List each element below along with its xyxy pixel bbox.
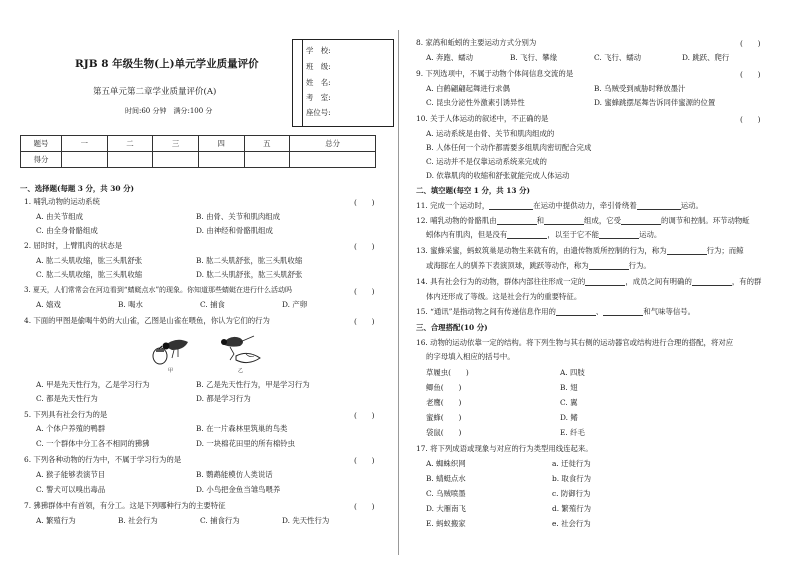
q12-text-4: 的调节和控制。环节动物蚯 xyxy=(661,216,750,225)
q14-blank-1[interactable] xyxy=(585,277,625,286)
q16-right-item: D. 鳍 xyxy=(560,413,578,422)
q1-option-b: B. 由骨、关节和肌肉组成 xyxy=(196,212,281,221)
section1-heading: 一、选择题(每题 3 分，共 30 分) xyxy=(20,184,135,193)
q3-option-d: D. 产卵 xyxy=(282,300,308,309)
q6-answer-paren[interactable]: ( ) xyxy=(354,456,375,465)
q13-blank-1[interactable] xyxy=(667,246,707,255)
q15-text-3: 和气味等信号。 xyxy=(643,307,696,316)
score-cell: 得分 xyxy=(21,152,62,168)
q13-text-3: 或海豚在人的驯养下表演顶球，跳跃等动作，称为 xyxy=(426,261,589,270)
q12-blank-2[interactable] xyxy=(544,216,584,225)
q6-option-a: A. 猴子能够表演节目 xyxy=(36,470,106,479)
score-input-cell[interactable] xyxy=(107,152,153,168)
q6-option-c: C. 警犬可以嗅出毒品 xyxy=(36,485,106,494)
q15-text-2: 、 xyxy=(595,307,604,316)
q6-stem: 6. 下列各种动物的行为中，不属于学习行为的是 xyxy=(24,455,182,464)
info-box-side-strip xyxy=(293,40,303,126)
q13-line-1 xyxy=(416,246,744,255)
section2-heading: 二、填空题(每空 1 分，共 13 分) xyxy=(416,186,531,195)
q7-option-c: C. 捕食行为 xyxy=(200,516,240,525)
q11-text-1: 11. 完成一个运动时， xyxy=(416,201,490,210)
q9-option-a: A. 白鹤翩翩起舞进行求偶 xyxy=(426,84,510,93)
score-table xyxy=(20,135,376,168)
q13-text-4: 行为。 xyxy=(628,261,651,270)
q12-line-2 xyxy=(426,230,661,239)
info-school: 学 校: xyxy=(306,46,331,55)
q1-option-c: C. 由全身骨骼组成 xyxy=(36,226,98,235)
q13-text-1: 13. 蜜蜂采蜜，蚂蚁筑巢是动物生来就有的，由遗传物质所控制的行为，称为 xyxy=(416,246,667,255)
q11-blank-1[interactable] xyxy=(489,201,533,210)
q13-blank-2[interactable] xyxy=(589,261,629,270)
q11-text-3: 运动。 xyxy=(680,201,703,210)
q2-stem: 2. 屈时时，上臂肌肉的状态是 xyxy=(24,241,123,250)
info-room: 考 室: xyxy=(306,93,331,102)
q12-text-3: 组成，它受 xyxy=(584,216,621,225)
q8-option-d: D. 跳跃、爬行 xyxy=(682,53,730,62)
q12-blank-5[interactable] xyxy=(599,230,639,239)
q8-option-b: B. 飞行、攀缘 xyxy=(510,53,558,62)
score-cell: 三 xyxy=(153,136,199,152)
score-input-cell[interactable] xyxy=(198,152,244,168)
q16-left-item[interactable]: 蜜蜂( ) xyxy=(426,413,462,422)
score-input-cell[interactable] xyxy=(290,152,376,168)
q5-option-b: B. 在一片森林里筑巢的鸟类 xyxy=(196,424,288,433)
q14-text-3: ，有的群 xyxy=(731,277,762,286)
q2-answer-paren[interactable]: ( ) xyxy=(354,242,375,251)
q6-option-d: D. 小鸟把金鱼当雏鸟喂养 xyxy=(196,485,281,494)
q3-option-c: C. 捕食 xyxy=(200,300,225,309)
q16-left-item[interactable]: 老鹰( ) xyxy=(426,398,462,407)
q16-left-item[interactable]: 袋鼠( ) xyxy=(426,428,462,437)
q15-blank-1[interactable] xyxy=(556,307,596,316)
q16-right-item: B. 翅 xyxy=(560,383,578,392)
q4-option-c: C. 都是先天性行为 xyxy=(36,394,98,403)
q7-option-a: A. 繁殖行为 xyxy=(36,516,76,525)
q9-stem: 9. 下列选项中，不属于动物个体间信息交流的是 xyxy=(416,69,574,78)
q8-answer-paren[interactable]: ( ) xyxy=(740,39,761,48)
info-name: 姓 名: xyxy=(306,78,331,87)
q1-option-a: A. 由关节组成 xyxy=(36,212,83,221)
q17-stem: 17. 将下列成语或现象与对应的行为类型用线连起来。 xyxy=(416,444,593,453)
q16-right-item: E. 纤毛 xyxy=(560,428,585,437)
q13-line-2 xyxy=(426,261,651,270)
q5-option-a: A. 个体户养殖的鸭群 xyxy=(36,424,106,433)
q6-option-b: B. 鹦鹉能模仿人类说话 xyxy=(196,470,273,479)
q5-option-c: C. 一个群体中分工各不相同的狒狒 xyxy=(36,439,150,448)
q17-right-item[interactable]: d. 繁殖行为 xyxy=(552,504,591,513)
q9-option-b: B. 乌贼受到威胁时释放墨汁 xyxy=(594,84,686,93)
score-cell: 一 xyxy=(62,136,108,152)
q17-left-item[interactable]: A. 蜘蛛织网 xyxy=(426,459,466,468)
q4-option-b: B. 乙是先天性行为，甲是学习行为 xyxy=(196,380,310,389)
info-class: 班 级: xyxy=(306,62,331,71)
q5-answer-paren[interactable]: ( ) xyxy=(354,411,375,420)
score-cell: 题号 xyxy=(21,136,62,152)
q8-option-a: A. 奔跑、蠕动 xyxy=(426,53,473,62)
q12-line-1 xyxy=(416,216,750,225)
q4-answer-paren[interactable]: ( ) xyxy=(354,317,375,326)
q12-blank-3[interactable] xyxy=(621,216,661,225)
q17-left-item[interactable]: E. 蚂蚁搬家 xyxy=(426,519,466,528)
q3-stem: 3. 夏天，人们常常会在河边看到“蜻蜓点水”的现象。你知道那些蜻蜓在进行什么活动吗 xyxy=(24,286,293,294)
q12-text-6: ，以至于它不能 xyxy=(547,230,600,239)
q14-line-2: 体内还形成了等级。这是社会行为的重要特征。 xyxy=(426,292,582,301)
q16-left-item[interactable]: 鲫鱼( ) xyxy=(426,383,462,392)
q16-right-item: A. 四肢 xyxy=(560,368,585,377)
q10-option-c: C. 运动并不是仅靠运动系统来完成的 xyxy=(426,157,547,166)
column-divider xyxy=(398,30,399,555)
q7-stem: 7. 狒狒群体中有首领，有分工。这是下列哪种行为的主要特征 xyxy=(24,501,226,510)
q17-right-item[interactable]: e. 社会行为 xyxy=(552,519,591,528)
score-input-cell[interactable] xyxy=(62,152,108,168)
q14-blank-2[interactable] xyxy=(692,277,732,286)
score-cell: 总分 xyxy=(290,136,376,152)
score-cell: 四 xyxy=(198,136,244,152)
q2-option-a: A. 肱二头肌收缩，肱三头肌舒张 xyxy=(36,256,143,265)
q12-text-2: 和 xyxy=(536,216,545,225)
q7-answer-paren[interactable]: ( ) xyxy=(354,502,375,511)
bird-feeding-fish-image xyxy=(216,330,264,368)
score-table-header-row xyxy=(21,136,376,152)
q17-left-item[interactable]: D. 大雁南飞 xyxy=(426,504,466,513)
q8-option-c: C. 飞行、蠕动 xyxy=(594,53,642,62)
q17-left-item[interactable]: B. 蜻蜓点水 xyxy=(426,474,466,483)
score-input-cell[interactable] xyxy=(153,152,199,168)
q10-answer-paren[interactable]: ( ) xyxy=(740,115,761,124)
q11-blank-2[interactable] xyxy=(637,201,681,210)
q2-option-b: B. 肱二头肌舒张，肱三头肌收缩 xyxy=(196,256,303,265)
q1-answer-paren[interactable]: ( ) xyxy=(354,198,375,207)
q8-stem: 8. 家鸽和蚯蚓的主要运动方式分别为 xyxy=(416,38,537,47)
q9-answer-paren[interactable]: ( ) xyxy=(740,70,761,79)
q12-text-1: 12. 哺乳动物的骨骼肌由 xyxy=(416,216,497,225)
q1-stem: 1. 哺乳动物的运动系统 xyxy=(24,197,100,206)
q10-option-d: D. 依靠肌肉的收缩和舒张就能完成人体运动 xyxy=(426,171,570,180)
exam-title: RJB 8 年级生物(上)单元学业质量评价 xyxy=(75,58,259,70)
q2-option-c: C. 肱二头肌收缩，肱三头肌收缩 xyxy=(36,270,143,279)
q17-right-item[interactable]: b. 取食行为 xyxy=(552,474,591,483)
q17-left-item[interactable]: C. 乌贼喷墨 xyxy=(426,489,466,498)
image-label-yi: 乙 xyxy=(238,368,244,374)
q11-text-2: 在运动中提供动力，牵引骨绕着 xyxy=(533,201,637,210)
q1-option-d: D. 由神经和骨骼肌组成 xyxy=(196,226,273,235)
q16-left-item[interactable]: 草履虫( ) xyxy=(426,368,469,377)
q17-right-item[interactable]: a. 迁徙行为 xyxy=(552,459,591,468)
q10-option-b: B. 人体任何一个动作都需要多组肌肉密切配合完成 xyxy=(426,143,592,152)
q14-text-1: 14. 具有社会行为的动物，群体内部往往形成一定的 xyxy=(416,277,586,286)
q13-text-2: 行为；而鲸 xyxy=(706,246,744,255)
bird-drinking-milk-image xyxy=(150,332,194,366)
q2-option-d: D. 肱二头肌舒张，肱三头肌舒张 xyxy=(196,270,303,279)
q15-line xyxy=(416,307,695,316)
score-cell: 二 xyxy=(107,136,153,152)
q16-stem-2: 的字母填入相应的括号中。 xyxy=(426,352,515,361)
q14-line-1 xyxy=(416,277,761,286)
q3-option-b: B. 喝水 xyxy=(118,300,143,309)
q12-blank-4[interactable] xyxy=(507,230,547,239)
section3-heading: 三、合理搭配(10 分) xyxy=(416,323,488,332)
q16-right-item: C. 翼 xyxy=(560,398,578,407)
q5-stem: 5. 下列具有社会行为的是 xyxy=(24,410,108,419)
q11-line xyxy=(416,201,703,210)
q9-option-c: C. 昆虫分泌性外激素引诱异性 xyxy=(426,98,525,107)
q15-text-1: 15. “通讯”是指动物之间有传递信息作用的 xyxy=(416,307,556,316)
q12-text-5: 蚓体内有肌肉，但是没有 xyxy=(426,230,508,239)
score-cell: 五 xyxy=(244,136,290,152)
q17-right-item[interactable]: c. 防御行为 xyxy=(552,489,591,498)
q14-text-2: ，成员之间有明确的 xyxy=(625,277,692,286)
q7-option-d: D. 先天性行为 xyxy=(282,516,330,525)
exam-subtitle: 第五单元第二章学业质量评价(A) xyxy=(93,87,217,97)
q12-text-7: 运动。 xyxy=(639,230,662,239)
q9-option-d: D. 蜜蜂跳摆尾舞告诉同伴蜜源的位置 xyxy=(594,98,716,107)
q3-option-a: A. 嬉戏 xyxy=(36,300,61,309)
q3-answer-paren[interactable]: ( ) xyxy=(354,287,375,296)
score-input-cell[interactable] xyxy=(244,152,290,168)
q5-option-d: D. 一块棉花田里的所有棉铃虫 xyxy=(196,439,296,448)
q10-stem: 10. 关于人体运动的叙述中，不正确的是 xyxy=(416,114,549,123)
exam-time-score: 时间:60 分钟 满分:100 分 xyxy=(125,107,213,115)
q7-option-b: B. 社会行为 xyxy=(118,516,158,525)
info-seat: 座位号: xyxy=(306,108,331,117)
q10-option-a: A. 运动系统是由骨、关节和肌肉组成的 xyxy=(426,129,555,138)
q4-stem: 4. 下面的甲图是偷喝牛奶的大山雀，乙图是山雀在喂鱼，你认为它们的行为 xyxy=(24,316,270,325)
q4-option-a: A. 甲是先天性行为，乙是学习行为 xyxy=(36,380,150,389)
score-table-score-row xyxy=(21,152,376,168)
q15-blank-2[interactable] xyxy=(603,307,643,316)
q12-blank-1[interactable] xyxy=(497,216,537,225)
q4-option-d: D. 都是学习行为 xyxy=(196,394,251,403)
q16-stem-1: 16. 动物的运动依靠一定的结构。将下列生物与其右侧的运动器官或结构进行合理的搭配，将对应 xyxy=(416,338,734,347)
image-label-jia: 甲 xyxy=(168,368,174,374)
